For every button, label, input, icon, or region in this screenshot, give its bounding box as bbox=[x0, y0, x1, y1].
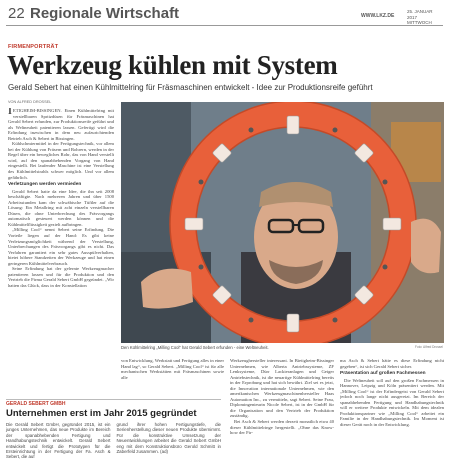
sidebar-columns bbox=[6, 422, 221, 460]
page-number: 22 bbox=[8, 5, 25, 22]
sidebar-rule bbox=[6, 399, 221, 400]
date-block bbox=[407, 9, 443, 26]
section-title: Regionale Wirtschaft bbox=[30, 5, 180, 22]
sidebar-column-1: Die Gerald Sebert GmbH, gegründet 2015, ist ein junges Unternehmen, das neue Produkte im Bereich der spanabhebenden Fertigung und Handhabungstechnik entwickelt. Gerald Sebert entwickelt und fertigt die Prototypen für die Ersteinrichtung in der Fertigung der Fa. Asch & Sebert, die auf bbox=[6, 422, 111, 460]
article-column-1 bbox=[8, 108, 114, 400]
paragraph: Kühlschmiermittel in der Fertigungstechnik, vor allem bei der Kühlung von Fräsern und Bohrern, werden in der Regel über ein bewegliches Rohr, das von Hand verstellt wird, auf den spanabhebenden Vorgang von Hand eingestellt. Bei laufender Maschine ist eine Verstellung des Kühlmittelstrahls schwer möglich. Und vor allem gefährlich. bbox=[8, 141, 114, 180]
masthead-rule bbox=[6, 25, 443, 26]
paragraph: Seine Erfindung hat der gelernte Werkzeugmacher patentieren lassen und für die Produktion und den Vertrieb die Firma Gerald Sebert GmbH gegründet. „Wir hatten das Glück, dass in der Konstellation bbox=[8, 266, 114, 288]
byline: VON ALFRED DROSSEL bbox=[8, 100, 52, 104]
paragraph: ma Asch & Sebert hätte es diese Erfindung nicht gegeben“, ist sich Gerald Sebert sicher. bbox=[340, 358, 444, 369]
article-photo bbox=[121, 102, 444, 343]
sidebar-column-2: grund ihrer hohen Fertigungstiefe, die Serienherstellung dieser neuen Produkte übernimmt. Für die konstruktive Umsetzung der Neuentwicklungen arbeitet die Gerald Sebert GmbH eng mit dem Konstruktionsbüro Gerold Schmitt in Zaberfeld zusammen. (ad) bbox=[116, 422, 221, 455]
paragraph: Werkzeughersteller interessant. In Bietigheim-Bissinger Unternehmen, wie Alberta Antriebssysteme, ZF Lenksysteme, Dürr Lackieranlagen und Geiger Antriebstechnik, ist die neuartige Kühlmittelring bereits in der Erprobung und hat sich bewährt. Ziel sei es jetzt, die Innovation internationale Unternehmen, wie den amerikanischen Werkzeugmaschinenhersteller Haas Automation Inc., zu vermitteln, sagt Sebert. Seine Frau, Diplomingenieurin Nicole Sebert, ist in der GmbH für die Organisation und den Vertrieb der Produktion zuständig. bbox=[230, 358, 334, 419]
intro-paragraph: IETIGHEIM-BISSINGEN. Einen Kühlmittelring mit verstellbaren Spritzdüsen für Fräsmaschinen hat Gerald Sebert erfunden, zur Produktionsreife geführt und als Weltneuheit patentieren lassen. Gefertigt wird die Erfindung inzwischen in dem neu aufzurichtenden Betrieb Asch & Sebert in Bissingen. bbox=[8, 108, 114, 141]
sidebar-headline: Unternehmen erst im Jahr 2015 gegründet bbox=[6, 408, 197, 419]
photo-illustration bbox=[121, 102, 444, 343]
article-column-3 bbox=[230, 358, 334, 466]
paragraph: Die Weltneuheit soll auf den großen Fachmessen in Hannover, Leipzig und Köln präsentiert werden. Mit „Milling Cool“ ist der Erfindergeist von Gerald Sebert jedoch noch lange nicht ausgereizt. Im Bereich der spanabhebenden Fertigung und Handhabungstechnik will er weitere Produkte entwickeln. Mit dem idealen Produktionspartner wie „Milling Cool“ arbeitet ein Familie in der Handhabungstechnik. Im Moment ist dieser Gerät noch in der Entwicklung. bbox=[340, 377, 444, 428]
subheading: Verletzungen werden vermieden bbox=[8, 182, 82, 188]
sidebar-box bbox=[6, 401, 221, 467]
subheadline: Gerald Sebert hat einen Kühlmittelring für Fräsmaschinen entwickelt - Idee zur Produktionsreife geführt bbox=[8, 83, 373, 92]
masthead bbox=[6, 4, 443, 26]
paragraph: Gerald Sebert hatte da eine Idee, die ihn seit 2008 beschäftigte. Nach mehreren Jahren und über 1500 Arbeitsstunden kam der schwäbische Tüftler auf die Lösung: Ein Metallring mit acht einzeln verstellbaren Düsen, die ohne Unterbrechung des Fräsvorgangs automatisch gesteuert werden können und die Kühlmittelflüssigkeit gezielt aufbringen. bbox=[8, 188, 114, 227]
photo-credit: Foto: Alfred Drossel bbox=[415, 345, 443, 349]
paragraph: von Entwicklung, Werkstatt und Fertigung alles in einer Hand lag“, so Gerald Sebert. „Milling Cool“ ist für alle mechanischen Werkstätten mit Fräsmaschinen sowie alle bbox=[121, 358, 224, 380]
photo-caption: Den Kühlmittelring „Milling Cool“ hat Gerald Sebert erfunden - eine Weltneuheit. bbox=[121, 345, 269, 350]
paragraph: Bei Asch & Sebert werden derzeit monatlich etwa 40 dieser Kühlmittelringe hergestellt. „Ohne das Know-how der Fir- bbox=[230, 419, 334, 436]
website-label: WWW.LKZ.DE bbox=[361, 13, 395, 19]
dropcap: I bbox=[8, 108, 12, 117]
subheading: Präsentation auf großen Fachmessen bbox=[340, 371, 426, 377]
article-column-4 bbox=[340, 358, 444, 466]
sidebar-kicker: GERALD SEBERT GMBH bbox=[6, 401, 66, 407]
article-kicker: FIRMENPORTRÄT bbox=[8, 44, 59, 50]
date-line: 25. JANUAR 2017 bbox=[407, 9, 433, 20]
weekday-line: MITTWOCH bbox=[407, 20, 432, 25]
paragraph: „Milling Cool“ nennt Sebert seine Erfindung. Die Vorteile liegen auf der Hand: Es gibt keine Verletzungsmöglichkeit während der Verstellung, Unterbrechungen des Fräsvorgangs gibt es nicht. Das Verfahren garantiert ein sehr gutes Ausspülverhalten, bietet höhere Standzeiten der Werkzeuge und hat einen geringeren Kühlmittelverbrauch. bbox=[8, 227, 114, 266]
headline: Werkzeug kühlen mit System bbox=[7, 50, 338, 80]
